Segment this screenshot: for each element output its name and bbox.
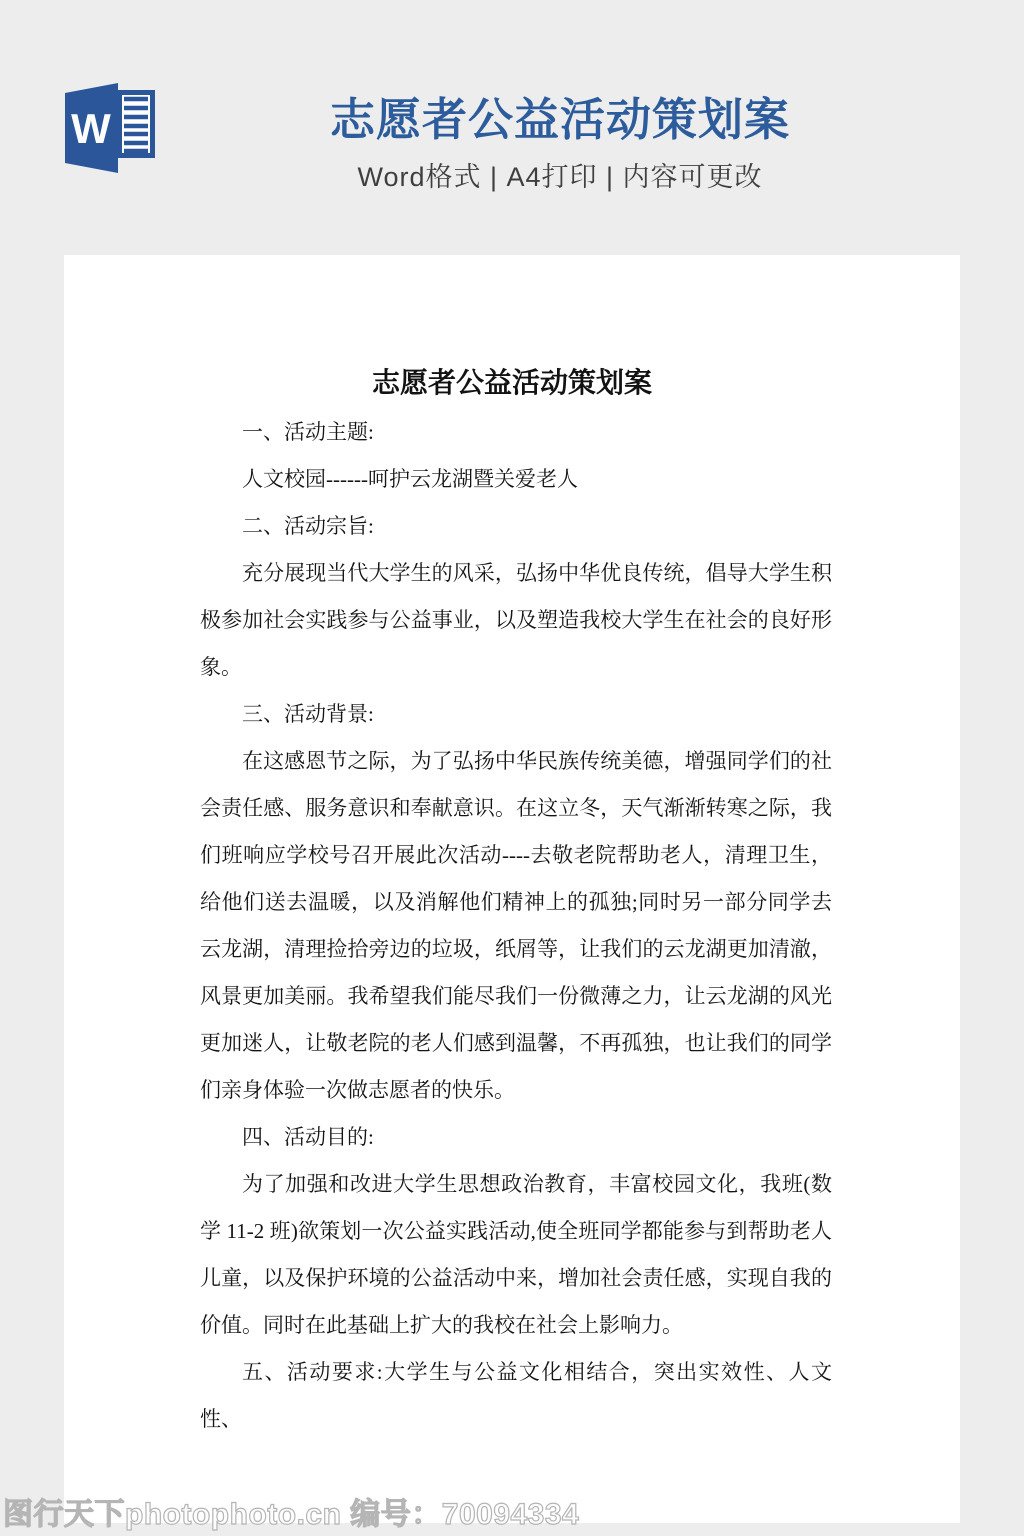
document-title: 志愿者公益活动策划案 (371, 368, 652, 399)
template-title: 志愿者公益活动策划案 (329, 94, 790, 145)
document-paragraph: 充分展现当代大学生的风采，弘扬中华优良传统，倡导大学生积极参加社会实践参与公益事业，以及塑造我校大学生在社会的良好形象。 (200, 561, 832, 679)
document-page (64, 255, 960, 1523)
document-paragraph: 人文校园------呵护云龙湖暨关爱老人 (242, 467, 578, 491)
document-heading-2: 二、活动宗旨: (242, 514, 374, 538)
word-icon (62, 82, 158, 176)
word-icon-letter: W (71, 105, 111, 152)
header-text-block (260, 94, 860, 194)
word-icon-text-lines (124, 99, 148, 151)
template-subtitle: Word格式 | A4打印 | 内容可更改 (357, 162, 763, 192)
watermark-text: 图行天下photophoto.cn 编号：70094334 (3, 1498, 580, 1531)
document-heading-3: 三、活动背景: (242, 702, 374, 726)
document-paragraph: 在这感恩节之际，为了弘扬中华民族传统美德，增强同学们的社会责任感、服务意识和奉献意识。在这立冬，天气渐渐转寒之际，我们班响应学校号召开展此次活动----去敬老院帮助老人，清理卫生，给他们送去温暖，以及消解他们精神上的孤独;同时另一部分同学去云龙湖，清理捡拾旁边的垃圾，纸屑等，让我们的云龙湖更加清澈，风景更加美丽。我希望我们能尽我们一份微薄之力，让云龙湖的风光更加迷人，让敬老院的老人们感到温馨，不再孤独，也让我们的同学们亲身体验一次做志愿者的快乐。 (200, 749, 832, 1102)
header (0, 0, 1024, 255)
document-heading-1: 一、活动主题: (242, 420, 374, 444)
document-heading-5: 五、活动要求:大学生与公益文化相结合，突出实效性、人文性、 (200, 1360, 832, 1431)
document-body (200, 409, 832, 1443)
document-heading-4: 四、活动目的: (242, 1125, 374, 1149)
document-paragraph: 为了加强和改进大学生思想政治教育，丰富校园文化，我班(数学 11-2 班)欲策划一次公益实践活动,使全班同学都能参与到帮助老人儿童，以及保护环境的公益活动中来，增加社会责任感，实现自我的价值。同时在此基础上扩大的我校在社会上影响力。 (200, 1172, 832, 1337)
